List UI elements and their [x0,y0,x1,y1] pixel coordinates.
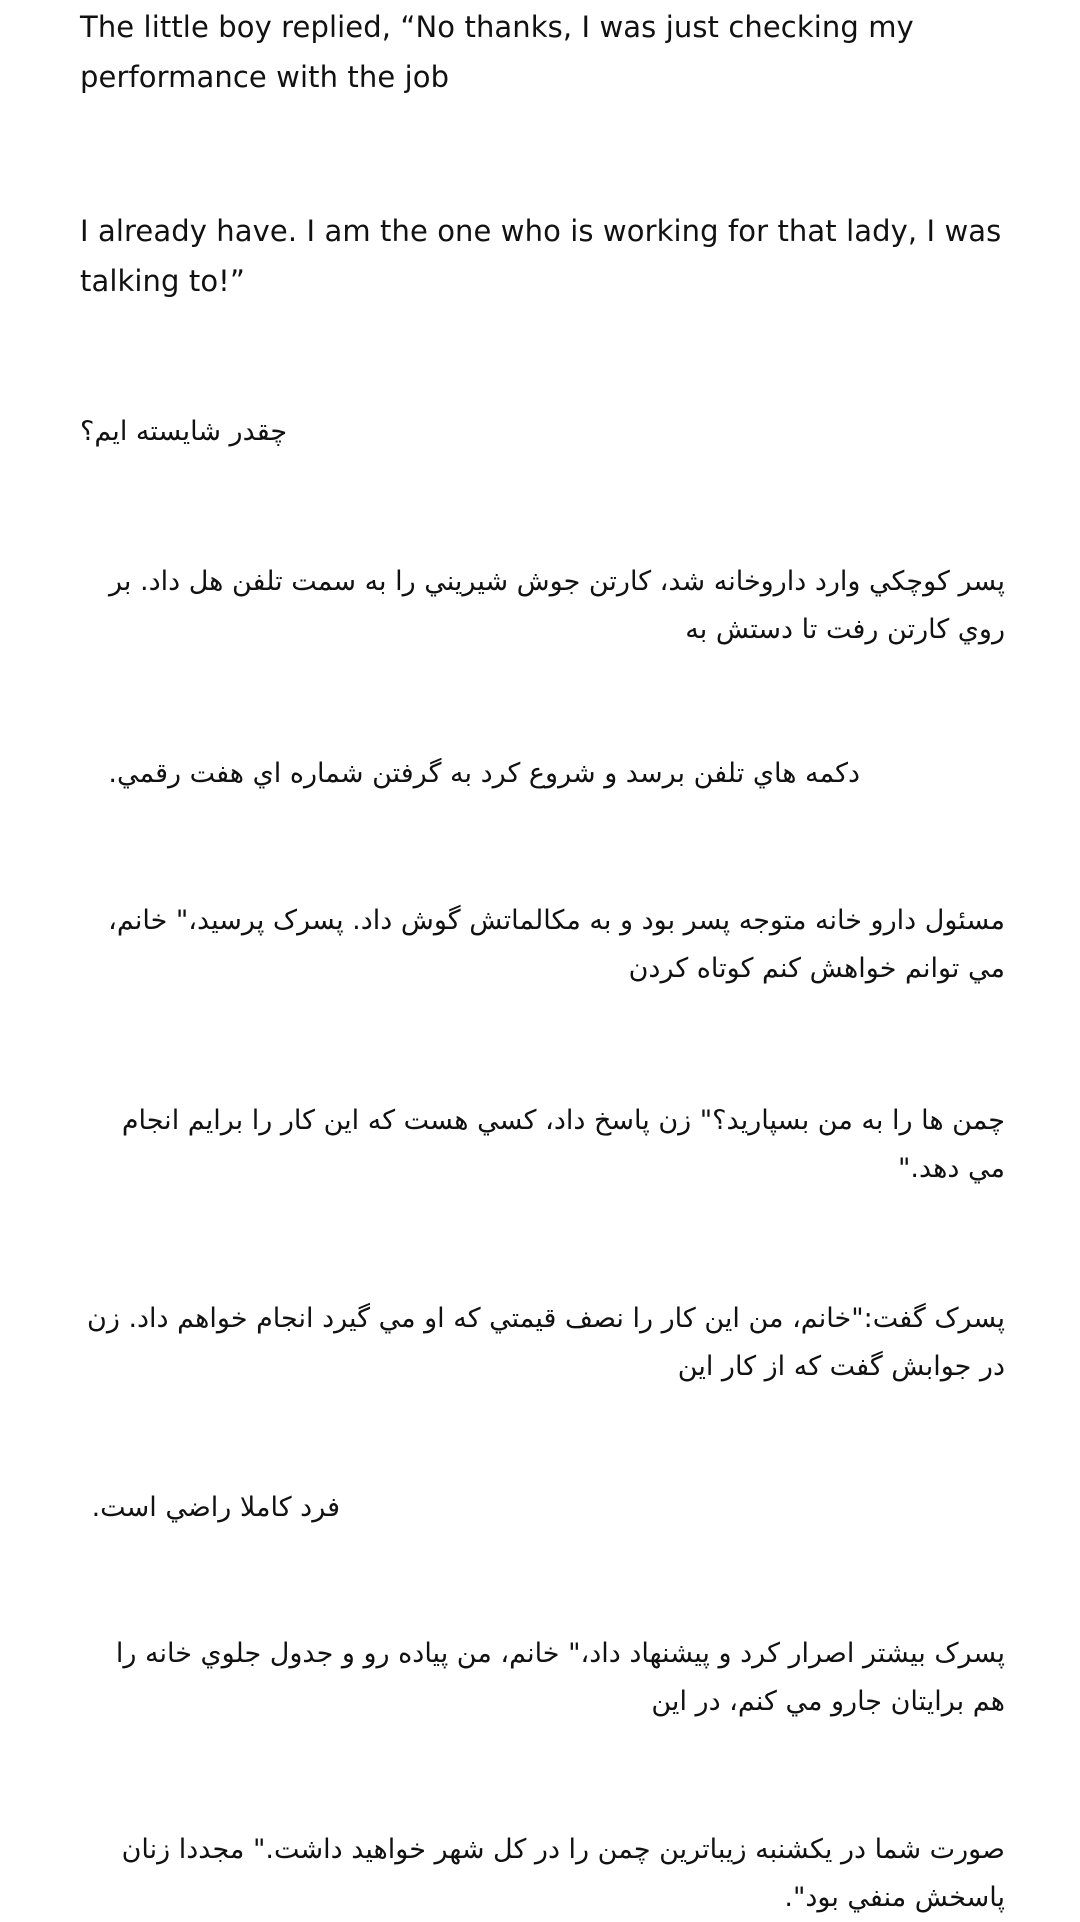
paragraph-persian-7: پسرک بيشتر اصرار كرد و پيشنهاد داد،" خانم، من پياده رو و جدول جلوي خانه را هم برايتان جارو مي كنم، در اين [115,1638,1005,1717]
paragraph-persian-3: مسئول دارو خانه متوجه پسر بود و به مكالماتش گوش داد. پسرک پرسيد،" خانم، مي توانم خواهش كنم كوتاه كردن [108,905,1005,984]
paragraph-persian-6: فرد كاملا راضي است. [91,1492,340,1523]
paragraph-persian-5: پسرک گفت:"خانم، من اين كار را نصف قيمتي كه او مي گيرد انجام خواهم داد. زن در جوابش گفت كه از كار اين [87,1303,1005,1382]
paragraph-english-1: The little boy replied, “No thanks, I was just checking my performance with the job [80,10,914,94]
paragraph-english-2: I already have. I am the one who is working for that lady, I was talking to!” [80,214,1002,298]
paragraph-persian-2: دكمه هاي تلفن برسد و شروع كرد به گرفتن شماره اي هفت رقمي. [108,758,860,789]
paragraph-persian-1: پسر كوچكي وارد داروخانه شد، كارتن جوش شيريني را به سمت تلفن هل داد. بر روي كارتن رفت تا دستش به [109,566,1005,645]
paragraph-persian-8: صورت شما در يكشنبه زيباترين چمن را در كل شهر خواهيد داشت." مجددا زنان پاسخش منفي بود". [121,1834,1005,1913]
paragraph-persian-4: چمن ها را به من بسپاريد؟" زن پاسخ داد، كسي هست كه اين كار را برايم انجام مي دهد." [121,1105,1005,1184]
paragraph-heading-persian: چقدر شايسته ايم؟ [80,416,288,447]
